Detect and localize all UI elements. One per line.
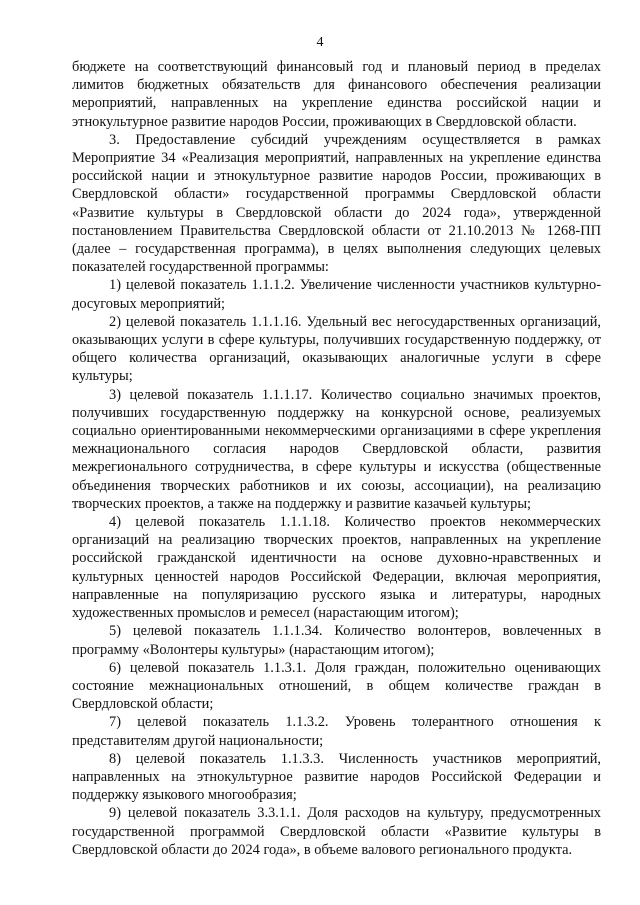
paragraph-subsidies-clause-3: 3. Предоставление субсидий учреждениям осуществляется в рамках Мероприятие 34 «Реализация мероприятий, направленных на укрепление единства российской нации и этнокультурное развитие народов России, проживающих в Свердловской области» государственной программы Свердловской области «Развитие культуры в Свердловской области до 2024 года», утвержденной постановлением Правительства Свердловской области от 21.10.2013 № 1268-ПП (далее – государственная программа), в целях выполнения следующих целевых показателей государственной программы: — [72, 131, 601, 276]
list-item-indicator-7: 7) целевой показатель 1.1.3.2. Уровень толерантного отношения к представителям другой национальности; — [72, 714, 601, 749]
list-item-indicator-8: 8) целевой показатель 1.1.3.3. Численность участников мероприятий, направленных на этнокультурное развитие народов Российской Федерации и поддержку языкового многообразия; — [72, 750, 601, 804]
list-item-indicator-4: 4) целевой показатель 1.1.1.18. Количество проектов некоммерческих организаций на реализацию творческих проектов, направленных на укрепление российской гражданской идентичности на основе духовно-нравственных и культурных ценностей народов Российской Федерации, включая мероприятия, направленные на популяризацию русского языка и литературы, народных художественных промыслов и ремесел (нарастающим итогом); — [72, 514, 601, 622]
document-body — [72, 58, 601, 859]
list-item-indicator-6: 6) целевой показатель 1.1.3.1. Доля граждан, положительно оценивающих состояние межнациональных отношений, в общем количестве граждан в Свердловской области; — [72, 659, 601, 713]
paragraph-budget-continuation: бюджете на соответствующий финансовый год и плановый период в пределах лимитов бюджетных обязательств для финансового обеспечения реализации мероприятий, направленных на укрепление единства российской нации и этнокультурное развитие народов России, проживающих в Свердловской области. — [72, 59, 601, 130]
list-item-indicator-2: 2) целевой показатель 1.1.1.16. Удельный вес негосударственных организаций, оказывающих услуги в сфере культуры, получивших государственную поддержку, от общего количества организаций, оказывающих аналогичные услуги в сфере культуры; — [72, 313, 601, 385]
list-item-indicator-9: 9) целевой показатель 3.3.1.1. Доля расходов на культуру, предусмотренных государственной программой Свердловской области «Развитие культуры в Свердловской области до 2024 года», в объеме валового регионального продукта. — [72, 805, 601, 858]
list-item-indicator-3: 3) целевой показатель 1.1.1.17. Количество социально значимых проектов, получивших государственную поддержку на конкурсной основе, реализуемых социально ориентированными некоммерческими организациями в сфере укрепления межнационального согласия народов Свердловской области, развития межрегионального сотрудничества, в сфере культуры и искусства (общественные объединения творческих работников и их союзы, ассоциации), на реализацию творческих проектов, а также на поддержку и развитие казачьей культуры; — [72, 386, 601, 512]
list-item-indicator-1: 1) целевой показатель 1.1.1.2. Увеличение численности участников культурно-досуговых мероприятий; — [72, 277, 601, 312]
page-number: 4 — [316, 35, 324, 50]
list-item-indicator-5: 5) целевой показатель 1.1.1.34. Количество волонтеров, вовлеченных в программу «Волонтеры культуры» (нарастающим итогом); — [72, 623, 601, 658]
